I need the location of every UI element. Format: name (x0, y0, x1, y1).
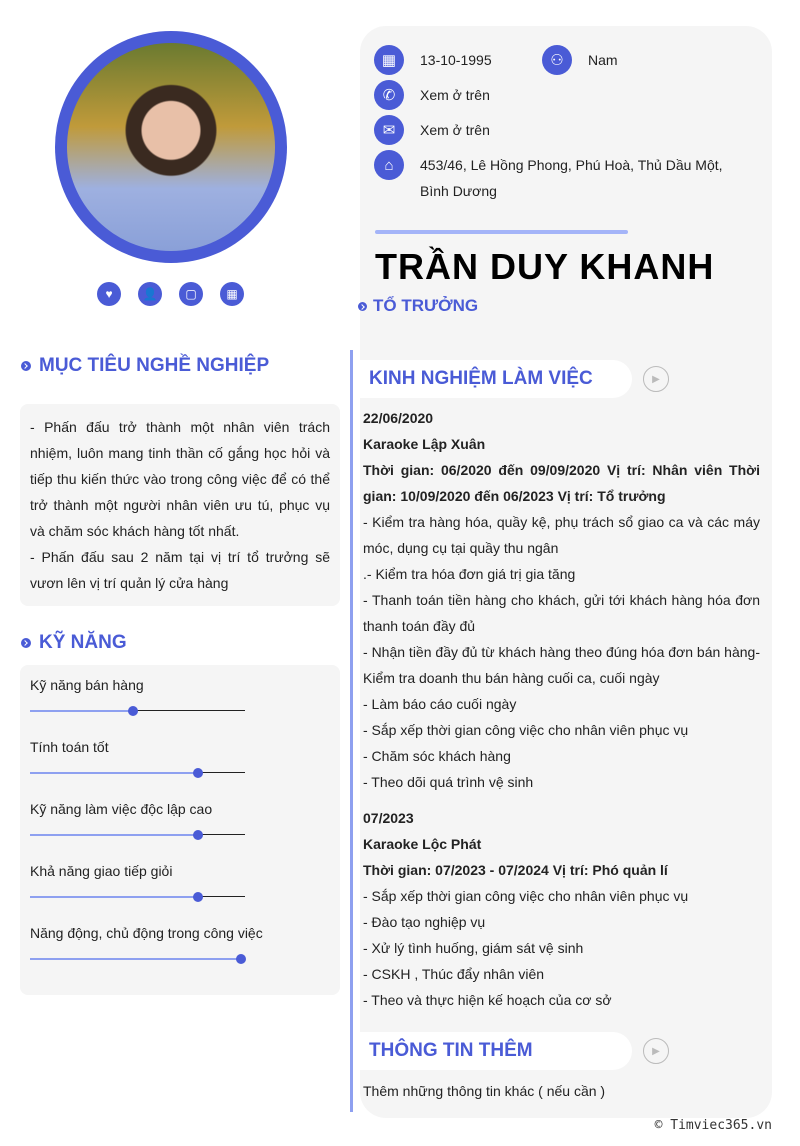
play-icon[interactable]: ▶ (643, 1038, 669, 1064)
skill-knob[interactable] (193, 768, 203, 778)
objective-line: - Phấn đấu trở thành một nhân viên trách nhiệm, luôn mang tinh thần cố gắng học hỏi và tiếp thu kiến thức vào trong công việc để có thể trở thành một người nhân viên ưu tú, phục vụ và chăm sóc khách hàng tốt nhất. (30, 419, 330, 539)
skill-item (30, 801, 330, 863)
skill-item (30, 863, 330, 925)
job-company: Karaoke Lập Xuân (363, 436, 486, 452)
skill-slider[interactable] (30, 772, 245, 773)
job-task: - Theo và thực hiện kế hoạch của cơ sở (363, 992, 612, 1008)
position: TỔ TRƯỞNG (373, 296, 479, 315)
skill-fill (30, 896, 198, 898)
job-date: 22/06/2020 (363, 410, 434, 426)
email-icon: ✉ (374, 115, 404, 145)
skill-knob[interactable] (128, 706, 138, 716)
gender: Nam (588, 52, 618, 68)
experience-title: KINH NGHIỆM LÀM VIỆC (369, 368, 593, 389)
job-task: - Thanh toán tiền hàng cho khách, gửi tới khách hàng hóa đơn thanh toán đầy đủ (363, 592, 760, 634)
skills-box (20, 665, 340, 995)
skill-label: Năng động, chủ động trong công việc (30, 925, 263, 941)
gender-row (542, 45, 618, 75)
job-detail: Thời gian: 06/2020 đến 09/09/2020 Vị trí: Nhân viên Thời gian: 10/09/2020 đến 06/2023 Vị trí: Tổ trưởng (363, 462, 760, 504)
job-task: - Chăm sóc khách hàng (363, 748, 511, 764)
job-task: - Kiểm tra hàng hóa, quầy kệ, phụ trách sổ giao ca và các máy móc, dụng cụ tại quầy thu ngân (363, 514, 760, 556)
position-heading (358, 296, 478, 316)
gender-icon: ⚇ (542, 45, 572, 75)
skill-fill (30, 772, 198, 774)
apps-icon[interactable]: ▦ (220, 282, 244, 306)
home-icon: ⌂ (374, 150, 404, 180)
experience-list (363, 405, 760, 1013)
heart-icon[interactable]: ♥ (97, 282, 121, 306)
extra-heading (360, 1032, 632, 1070)
birthdate: 13-10-1995 (420, 52, 492, 68)
email-row (374, 115, 490, 145)
skill-slider[interactable] (30, 958, 245, 959)
skill-fill (30, 958, 241, 960)
job-task: - Đào tạo nghiệp vụ (363, 914, 486, 930)
add-user-icon[interactable]: 👤 (138, 282, 162, 306)
avatar (67, 43, 275, 251)
skill-slider[interactable] (30, 834, 245, 835)
skill-fill (30, 710, 133, 712)
email: Xem ở trên (420, 122, 490, 138)
skill-slider[interactable] (30, 710, 245, 711)
skill-fill (30, 834, 198, 836)
birthdate-row (374, 45, 492, 75)
job-task: - Nhận tiền đầy đủ từ khách hàng theo đúng hóa đơn bán hàng- Kiểm tra doanh thu bán hàng cuối ca, cuối ngày (363, 644, 760, 686)
job-task: - Theo dõi quá trình vệ sinh (363, 774, 534, 790)
job-task: - CSKH , Thúc đẩy nhân viên (363, 966, 545, 982)
bullet-icon (21, 638, 31, 648)
phone-row (374, 80, 490, 110)
chat-icon[interactable]: ▢ (179, 282, 203, 306)
skill-label: Tính toán tốt (30, 739, 109, 755)
job-task: - Sắp xếp thời gian công việc cho nhân viên phục vụ (363, 722, 689, 738)
skill-knob[interactable] (193, 830, 203, 840)
extra-title: THÔNG TIN THÊM (369, 1040, 533, 1061)
skill-item (30, 739, 330, 801)
skill-label: Kỹ năng bán hàng (30, 677, 144, 693)
extra-text: Thêm những thông tin khác ( nếu cần ) (363, 1083, 606, 1099)
objective-box (20, 404, 340, 606)
phone: Xem ở trên (420, 87, 490, 103)
divider (375, 230, 628, 234)
job-task: - Xử lý tình huống, giám sát vệ sinh (363, 940, 584, 956)
objective-line: - Phấn đấu sau 2 năm tại vị trí tổ trưởng sẽ vươn lên vị trí quản lý cửa hàng (30, 549, 330, 591)
address: 453/46, Lê Hồng Phong, Phú Hoà, Thủ Dầu Một, Bình Dương (420, 157, 723, 199)
phone-icon: ✆ (374, 80, 404, 110)
objective-title: MỤC TIÊU NGHỀ NGHIỆP (39, 355, 270, 376)
skill-item (30, 925, 330, 987)
bullet-icon (21, 361, 31, 371)
skill-knob[interactable] (236, 954, 246, 964)
skill-slider[interactable] (30, 896, 245, 897)
job-task: .- Kiểm tra hóa đơn giá trị gia tăng (363, 566, 576, 582)
skill-knob[interactable] (193, 892, 203, 902)
vertical-divider (350, 350, 353, 1112)
skill-label: Kỹ năng làm việc độc lập cao (30, 801, 213, 817)
job-task: - Làm báo cáo cuối ngày (363, 696, 517, 712)
skill-label: Khả năng giao tiếp giỏi (30, 863, 173, 879)
address-row (374, 150, 730, 204)
bullet-icon (358, 302, 367, 311)
job-entry (363, 405, 760, 795)
job-entry (363, 805, 760, 1013)
experience-heading (360, 360, 632, 398)
play-icon[interactable]: ▶ (643, 366, 669, 392)
job-date: 07/2023 (363, 810, 414, 826)
skill-item (30, 677, 330, 739)
job-task: - Sắp xếp thời gian công việc cho nhân viên phục vụ (363, 888, 689, 904)
skills-title: KỸ NĂNG (39, 632, 127, 653)
watermark: © Timviec365.vn (654, 1118, 772, 1133)
job-company: Karaoke Lộc Phát (363, 836, 482, 852)
objective-heading (21, 355, 269, 377)
job-detail: Thời gian: 07/2023 - 07/2024 Vị trí: Phó quản lí (363, 862, 668, 878)
skills-heading (21, 632, 127, 654)
full-name: TRẦN DUY KHANH (375, 246, 715, 287)
calendar-icon: ▦ (374, 45, 404, 75)
